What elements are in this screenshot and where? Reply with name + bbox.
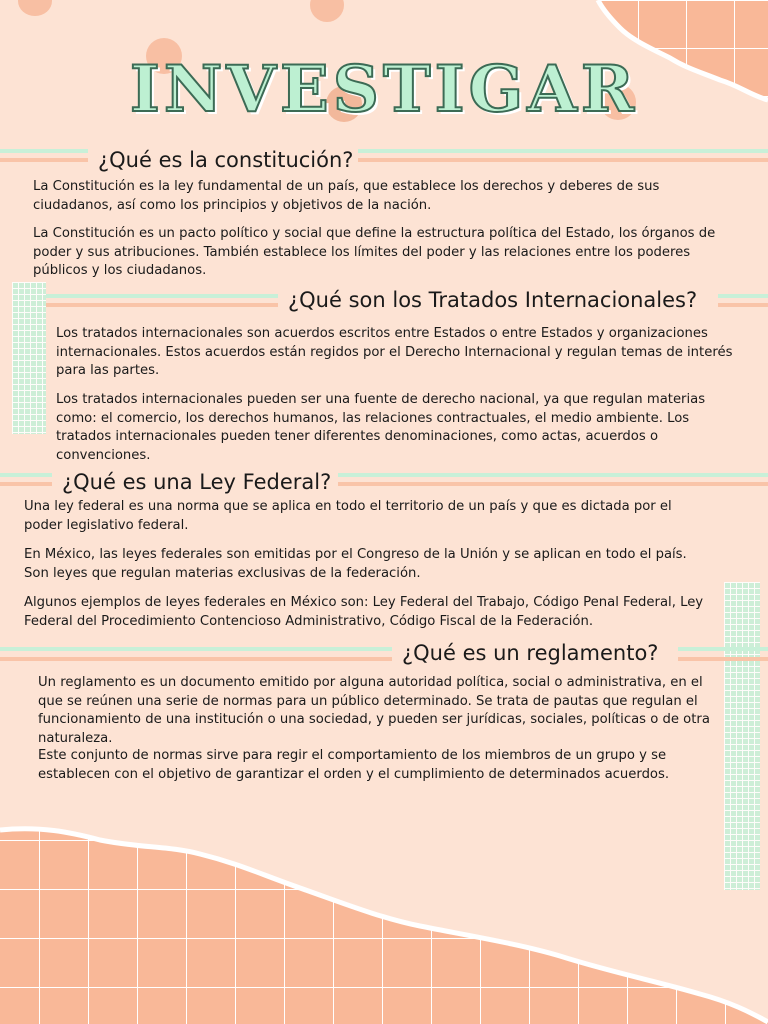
paragraph: Los tratados internacionales pueden ser una fuente de derecho nacional, ya que regulan materias como: el comercio, los derechos humanos, las relaciones contractuales, el medio ambiente. Los tratados internacionales pueden tener diferentes denominaciones, como actas, acuerdos o convenciones. bbox=[56, 392, 706, 463]
section-heading-tratados: ¿Qué son los Tratados Internacionales? bbox=[288, 288, 698, 312]
section-heading-constitucion: ¿Qué es la constitución? bbox=[98, 148, 354, 172]
divider-line bbox=[0, 482, 52, 486]
divider-line bbox=[358, 158, 768, 162]
divider-line bbox=[718, 294, 768, 298]
paragraph: Un reglamento es un documento emitido por alguna autoridad política, social o administrativa, en el que se reúnen una serie de normas para un público determinado. Se trata de pautas que regulan el funcionamiento de una institución o una sociedad, y pueden ser jurídicas, sociales, políticas o de otra naturaleza. bbox=[38, 675, 710, 746]
section-heading-reglamento: ¿Qué es un reglamento? bbox=[402, 641, 659, 665]
paragraph: La Constitución es un pacto político y social que define la estructura política del Estado, los órganos de poder y sus atribuciones. También establece los límites del poder y las relaciones entre los poderes públicos y los ciudadanos. bbox=[33, 226, 716, 278]
paragraph: Algunos ejemplos de leyes federales en México son: Ley Federal del Trabajo, Código Penal Federal, Ley Federal del Procedimiento Contencioso Administrativo, Código Fiscal de la Federación. bbox=[24, 595, 704, 629]
divider-line bbox=[0, 657, 392, 661]
divider-line bbox=[0, 473, 52, 477]
divider-line bbox=[46, 294, 278, 298]
divider-line bbox=[46, 303, 278, 307]
torn-paper-bottom bbox=[0, 826, 768, 1024]
paragraph: La Constitución es la ley fundamental de un país, que establece los derechos y deberes de sus ciudadanos, así como los principios y objetivos de la nación. bbox=[33, 179, 660, 213]
divider-line bbox=[718, 303, 768, 307]
paragraph: Una ley federal es una norma que se aplica en todo el territorio de un país y que es dictada por el poder legislativo federal. bbox=[24, 499, 672, 533]
divider-line bbox=[0, 647, 392, 651]
decor-dot bbox=[18, 0, 52, 16]
divider-line bbox=[358, 149, 768, 153]
divider-line bbox=[338, 473, 768, 477]
decor-dot bbox=[310, 0, 344, 22]
divider-line bbox=[678, 647, 768, 651]
paragraph: Los tratados internacionales son acuerdos escritos entre Estados o entre Estados y organizaciones internacionales. Estos acuerdos están regidos por el Derecho Internacional y regulan temas de interés para las partes. bbox=[56, 326, 733, 378]
divider-line bbox=[338, 482, 768, 486]
divider-line bbox=[678, 657, 768, 661]
divider-line bbox=[0, 149, 88, 153]
divider-line bbox=[0, 158, 88, 162]
decor-mint-grid bbox=[12, 282, 46, 434]
paragraph: En México, las leyes federales son emitidas por el Congreso de la Unión y se aplican en todo el país. Son leyes que regulan materias exclusivas de la federación. bbox=[24, 547, 687, 581]
page-title: INVESTIGAR bbox=[129, 52, 639, 127]
paragraph: Este conjunto de normas sirve para regir el comportamiento de los miembros de un grupo y se establecen con el objetivo de garantizar el orden y el cumplimiento de determinados acuerdos. bbox=[38, 748, 670, 782]
section-heading-ley-federal: ¿Qué es una Ley Federal? bbox=[62, 470, 332, 494]
